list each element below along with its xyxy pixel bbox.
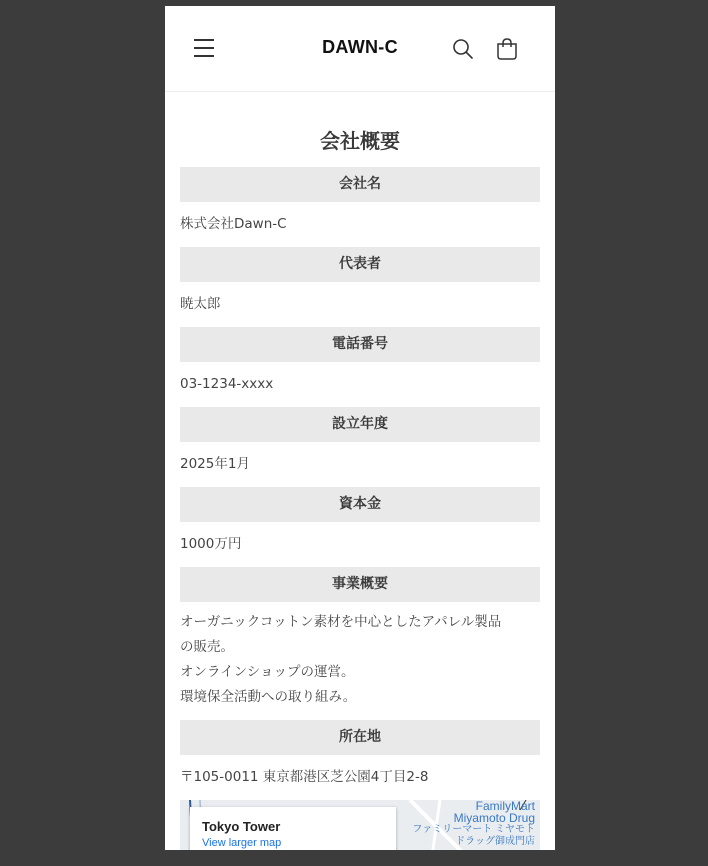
row-value-business	[180, 602, 540, 720]
row-label-capital: 資本金	[180, 487, 540, 522]
row-value-representative: 暁太郎	[180, 296, 221, 312]
menu-icon-bar	[194, 55, 214, 57]
business-line: 環境保全活動への取り組み。	[180, 689, 357, 705]
search-button[interactable]	[452, 38, 474, 60]
poi-name-en: Miyamoto Drug	[453, 811, 535, 825]
row-label-representative: 代表者	[180, 247, 540, 282]
row-label-address: 所在地	[180, 720, 540, 755]
row-label-company-name: 会社名	[180, 167, 540, 202]
business-line: オーガニックコットン素材を中心としたアパレル製品	[180, 614, 502, 630]
map-place-card	[190, 807, 396, 850]
row-value-phone: 03-1234-xxxx	[180, 376, 274, 392]
page-title: 会社概要	[320, 129, 400, 153]
row-value-capital: 1000万円	[180, 536, 242, 552]
row-label-phone: 電話番号	[180, 327, 540, 362]
search-icon	[452, 38, 474, 60]
site-logo[interactable]: DAWN-C	[322, 37, 398, 57]
embedded-map[interactable]	[180, 800, 540, 850]
menu-button[interactable]	[194, 39, 216, 57]
row-value-established: 2025年1月	[180, 456, 250, 472]
row-label-business: 事業概要	[180, 567, 540, 602]
cart-button[interactable]	[495, 37, 519, 61]
business-line: の販売。	[180, 639, 234, 655]
map-place-title: Tokyo Tower	[202, 819, 281, 834]
page-frame	[165, 6, 555, 850]
poi-name-jp: ファミリーマート ミヤモト	[412, 824, 535, 835]
company-info-table	[180, 167, 540, 850]
map-poi-label[interactable]	[412, 800, 535, 848]
view-larger-map-link[interactable]: View larger map	[202, 837, 282, 849]
business-line: オンラインショップの運営。	[180, 664, 355, 680]
row-value-address: 〒105-0011 東京都港区芝公園4丁目2-8	[180, 769, 429, 785]
menu-icon-bar	[194, 39, 214, 41]
site-header	[165, 6, 555, 92]
poi-name-jp: ドラッグ御成門店	[455, 836, 535, 847]
row-value-company-name: 株式会社Dawn-C	[180, 216, 287, 232]
poi-name-en: FamilyMart	[475, 800, 535, 813]
menu-icon-bar	[194, 47, 214, 49]
shopping-bag-icon	[495, 37, 519, 61]
row-label-established: 設立年度	[180, 407, 540, 442]
